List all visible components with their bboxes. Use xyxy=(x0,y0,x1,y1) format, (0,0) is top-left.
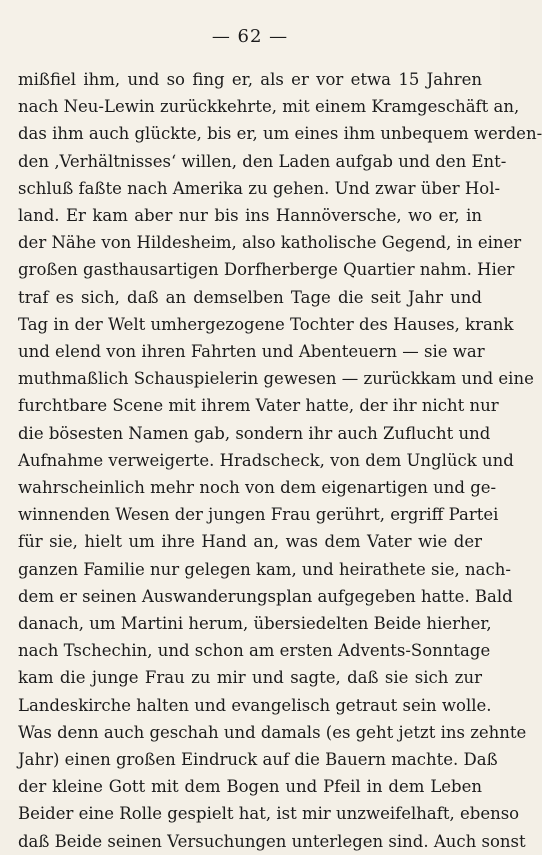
page-number-header: — 62 — xyxy=(211,26,289,47)
text-line: Aufnahme verweigerte. Hradscheck, von dem Unglück und xyxy=(18,450,514,470)
text-line: daß Beide seinen Versuchungen unterlegen sind. Auch sonst xyxy=(18,831,526,851)
text-line: und elend von ihren Fahrten und Abenteuern — sie war xyxy=(18,342,485,362)
text-line: für sie, hielt um ihre Hand an, was dem Vater wie der xyxy=(18,532,482,552)
text-line: die bösesten Namen gab, sondern ihr auch Zuflucht und xyxy=(18,423,491,443)
text-line: land. Er kam aber nur bis ins Hannöversche, wo er, in xyxy=(18,206,482,226)
text-line: nach Neu-Lewin zurückkehrte, mit einem Kramgeschäft an, xyxy=(18,97,520,117)
text-line: den ‚Verhältnisses‘ willen, den Laden aufgab und den Ent- xyxy=(18,151,507,171)
text-line: kam die junge Frau zu mir und sagte, daß sie sich zur xyxy=(18,668,482,688)
text-line: Was denn auch geschah und damals (es geht jetzt ins zehnte xyxy=(18,722,527,742)
text-line: Beider eine Rolle gespielt hat, ist mir unzweifelhaft, ebenso xyxy=(18,804,520,824)
text-line: der Nähe von Hildesheim, also katholische Gegend, in einer xyxy=(18,233,522,253)
text-line: schluß faßte nach Amerika zu gehen. Und zwar über Hol- xyxy=(18,178,501,198)
text-line: winnenden Wesen der jungen Frau gerührt, ergriff Partei xyxy=(18,505,499,525)
text-line: dem er seinen Auswanderungsplan aufgegeben hatte. Bald xyxy=(18,586,513,606)
text-line: das ihm auch glückte, bis er, um eines ihm unbequem werden- xyxy=(18,124,542,144)
text-line: großen gasthausartigen Dorfherberge Quartier nahm. Hier xyxy=(18,260,515,280)
text-line: furchtbare Scene mit ihrem Vater hatte, der ihr nicht nur xyxy=(18,396,499,416)
text-line: ganzen Familie nur gelegen kam, und heirathete sie, nach- xyxy=(18,559,511,579)
text-line: Tag in der Welt umhergezogene Tochter des Hauses, krank xyxy=(18,314,514,334)
text-line: muthmaßlich Schauspielerin gewesen — zurückkam und eine xyxy=(18,369,534,389)
text-line: Landeskirche halten und evangelisch getraut sein wolle. xyxy=(18,695,492,715)
text-line: nach Tschechin, und schon am ersten Advents-Sonntage xyxy=(18,641,491,661)
text-line: wahrscheinlich mehr noch von dem eigenartigen und ge- xyxy=(18,478,497,498)
text-line: danach, um Martini herum, übersiedelten Beide hierher, xyxy=(18,614,492,634)
text-line: traf es sich, daß an demselben Tage die seit Jahr und xyxy=(18,287,482,307)
text-line: der kleine Gott mit dem Bogen und Pfeil in dem Leben xyxy=(18,777,482,797)
text-line: mißfiel ihm, und so fing er, als er vor etwa 15 Jahren xyxy=(18,70,482,89)
body-text xyxy=(18,66,542,855)
text-line: Jahr) einen großen Eindruck auf die Bauern machte. Daß xyxy=(18,750,498,770)
